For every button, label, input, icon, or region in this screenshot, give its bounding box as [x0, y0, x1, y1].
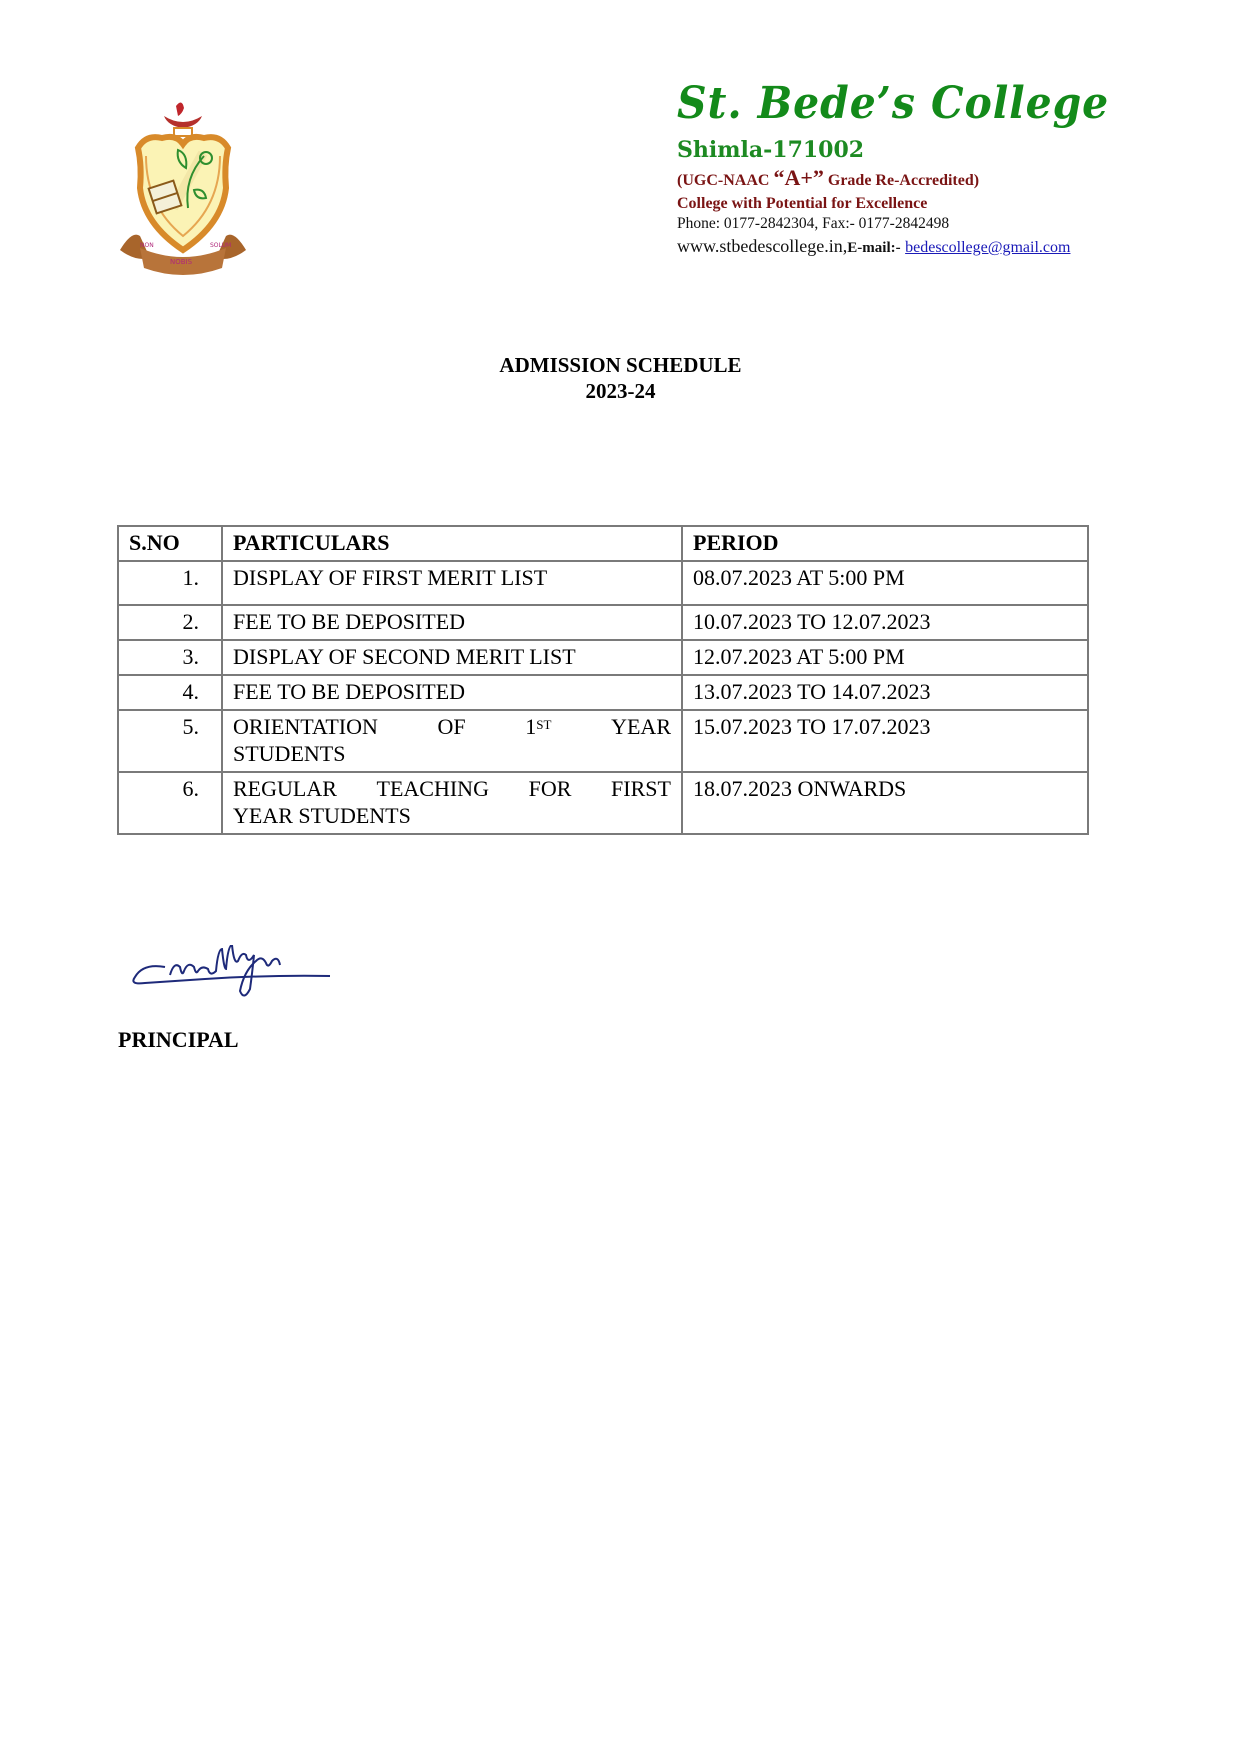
principal-signature — [125, 945, 375, 1025]
row-particulars: FEE TO BE DEPOSITED — [222, 675, 682, 710]
particulars-word: OF — [437, 714, 466, 739]
college-city: Shimla-171002 — [677, 137, 865, 163]
table-row — [118, 605, 1088, 640]
accreditation — [677, 166, 1237, 193]
college-name: St. Bede’s College — [677, 78, 1110, 129]
particulars-line2: STUDENTS — [233, 741, 346, 766]
particulars-word: FIRST — [611, 776, 671, 801]
motto-right: SOLUM — [210, 242, 232, 249]
letterhead — [677, 78, 1237, 260]
particulars-word: ORIENTATION — [233, 714, 378, 739]
particulars-line2: YEAR STUDENTS — [233, 803, 411, 828]
row-period: 13.07.2023 TO 14.07.2023 — [682, 675, 1088, 710]
college-status: College with Potential for Excellence — [677, 195, 928, 212]
motto-center: NOBIS — [170, 258, 193, 266]
column-header-sno: S.NO — [118, 526, 222, 561]
row-particulars: FEE TO BE DEPOSITED — [222, 605, 682, 640]
row-sno: 4. — [118, 675, 222, 710]
particulars-word: TEACHING — [376, 776, 489, 801]
admission-schedule-table — [117, 525, 1089, 835]
table-row — [118, 561, 1088, 605]
particulars-word — [525, 713, 551, 740]
website: www.stbedescollege.in, — [677, 236, 848, 256]
table-row — [118, 640, 1088, 675]
motto-left: NON — [140, 242, 154, 249]
principal-designation: PRINCIPAL — [118, 1027, 239, 1052]
document-title — [0, 352, 1241, 404]
row-particulars: DISPLAY OF SECOND MERIT LIST — [222, 640, 682, 675]
table-row — [118, 710, 1088, 772]
title-text: ADMISSION SCHEDULE — [499, 353, 742, 377]
email-label: E-mail:- — [847, 240, 901, 256]
table-header-row — [118, 526, 1088, 561]
row-particulars — [222, 772, 682, 834]
row-sno: 5. — [118, 710, 222, 772]
row-sno: 3. — [118, 640, 222, 675]
row-particulars: DISPLAY OF FIRST MERIT LIST — [222, 561, 682, 605]
ordinal-number: 1 — [525, 714, 537, 739]
accreditation-prefix: (UGC-NAAC — [677, 172, 774, 189]
column-header-period: PERIOD — [682, 526, 1088, 561]
ordinal-suffix: ST — [536, 717, 552, 732]
accreditation-suffix: Grade Re-Accredited) — [823, 172, 980, 189]
row-period: 08.07.2023 AT 5:00 PM — [682, 561, 1088, 605]
column-header-particulars: PARTICULARS — [222, 526, 682, 561]
title-year: 2023-24 — [585, 379, 656, 403]
table-row — [118, 772, 1088, 834]
row-period: 18.07.2023 ONWARDS — [682, 772, 1088, 834]
row-period: 10.07.2023 TO 12.07.2023 — [682, 605, 1088, 640]
college-crest-logo — [118, 98, 248, 276]
particulars-word: REGULAR — [233, 776, 337, 801]
row-period: 15.07.2023 TO 17.07.2023 — [682, 710, 1088, 772]
row-particulars — [222, 710, 682, 772]
particulars-word: FOR — [528, 776, 572, 801]
particulars-word: YEAR — [611, 714, 671, 739]
email-link[interactable]: bedescollege@gmail.com — [905, 239, 1071, 256]
row-period: 12.07.2023 AT 5:00 PM — [682, 640, 1088, 675]
accreditation-grade: “A+” — [773, 165, 824, 190]
row-sno: 6. — [118, 772, 222, 834]
table-row — [118, 675, 1088, 710]
row-sno: 2. — [118, 605, 222, 640]
row-sno: 1. — [118, 561, 222, 605]
web-email-line — [677, 234, 1237, 260]
phone-fax: Phone: 0177-2842304, Fax:- 0177-2842498 — [677, 215, 950, 232]
